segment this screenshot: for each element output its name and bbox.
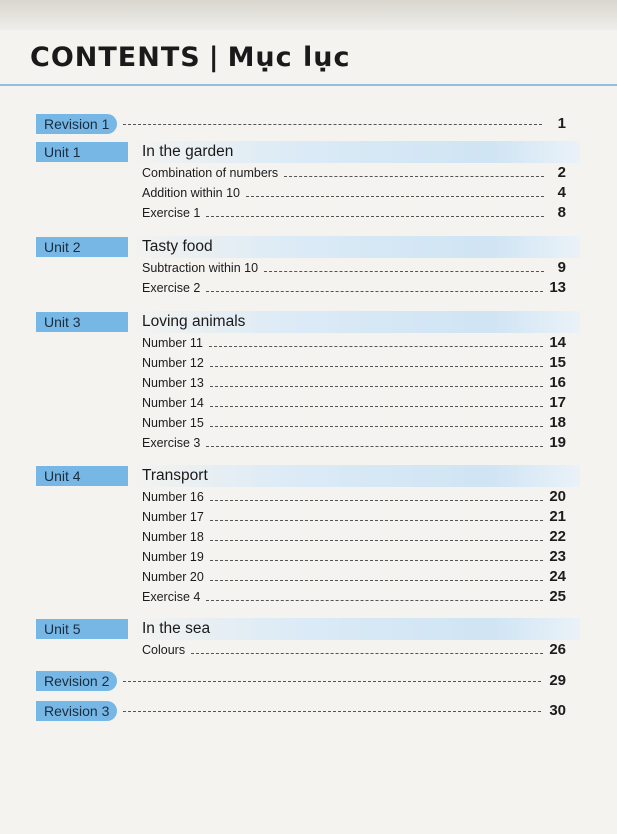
toc-entry[interactable]	[142, 587, 566, 605]
leader-dots	[191, 653, 543, 654]
page-number: 2	[557, 164, 566, 181]
page-number: 14	[549, 334, 566, 351]
toc-entry[interactable]	[142, 527, 566, 545]
entry-label: Number 14	[142, 396, 204, 410]
leader-dots	[206, 216, 544, 217]
toc-entry[interactable]	[142, 203, 566, 221]
toc-entry[interactable]	[142, 567, 566, 585]
page-number: 13	[549, 279, 566, 296]
page-number: 30	[549, 702, 566, 719]
toc-entry[interactable]	[142, 333, 566, 351]
page-number: 26	[549, 641, 566, 658]
toc-entry[interactable]	[142, 393, 566, 411]
leader-dots	[210, 366, 543, 367]
leader-dots	[210, 540, 543, 541]
leader-dots	[206, 446, 543, 447]
leader-dots	[210, 500, 543, 501]
leader-dots	[284, 176, 544, 177]
page-number: 24	[549, 568, 566, 585]
header-rule	[0, 84, 617, 86]
leader-dots	[123, 711, 541, 712]
entry-label: Combination of numbers	[142, 166, 279, 180]
unit-5-title[interactable]: In the sea	[128, 618, 580, 640]
entry-label: Number 15	[142, 416, 204, 430]
leader-dots	[264, 271, 544, 272]
toc-revision-3[interactable]	[36, 701, 566, 721]
entry-label: Number 13	[142, 376, 204, 390]
toc-entry[interactable]	[142, 640, 566, 658]
entry-label: Colours	[142, 643, 186, 657]
page-number: 9	[557, 259, 566, 276]
toc-entry[interactable]	[142, 163, 566, 181]
entry-label: Number 18	[142, 530, 204, 544]
revision-2-label: Revision 2	[36, 671, 117, 691]
page-number: 23	[549, 548, 566, 565]
page-number: 22	[549, 528, 566, 545]
toc-entry[interactable]	[142, 487, 566, 505]
title-vietnamese: Mục lục	[227, 42, 351, 73]
leader-dots	[210, 520, 543, 521]
page-number: 4	[557, 184, 566, 201]
page-number: 1	[557, 115, 566, 132]
page-top-edge	[0, 0, 617, 30]
entry-label: Number 11	[142, 336, 203, 350]
toc-entry[interactable]	[142, 507, 566, 525]
unit-1-tab[interactable]: Unit 1	[36, 142, 128, 162]
page-number: 25	[549, 588, 566, 605]
leader-dots	[210, 560, 543, 561]
title-english: CONTENTS	[30, 42, 201, 73]
page-number: 18	[549, 414, 566, 431]
entry-label: Exercise 2	[142, 281, 201, 295]
entry-label: Number 12	[142, 356, 204, 370]
toc-entry[interactable]	[142, 183, 566, 201]
unit-4-tab[interactable]: Unit 4	[36, 466, 128, 486]
toc-entry[interactable]	[142, 547, 566, 565]
leader-dots	[123, 681, 541, 682]
toc-entry[interactable]	[142, 433, 566, 451]
unit-5-tab[interactable]: Unit 5	[36, 619, 128, 639]
page-number: 19	[549, 434, 566, 451]
entry-label: Number 17	[142, 510, 204, 524]
page-number: 8	[557, 204, 566, 221]
page-number: 21	[549, 508, 566, 525]
page-number: 20	[549, 488, 566, 505]
page-number: 29	[549, 672, 566, 689]
leader-dots	[123, 124, 542, 125]
leader-dots	[210, 386, 543, 387]
entry-label: Number 20	[142, 570, 204, 584]
unit-2-title[interactable]: Tasty food	[128, 236, 580, 258]
entry-label: Addition within 10	[142, 186, 240, 200]
unit-3-title[interactable]: Loving animals	[128, 311, 580, 333]
unit-2-tab[interactable]: Unit 2	[36, 237, 128, 257]
unit-4-title[interactable]: Transport	[128, 465, 580, 487]
entry-label: Exercise 4	[142, 590, 201, 604]
entry-label: Number 19	[142, 550, 204, 564]
unit-3-tab[interactable]: Unit 3	[36, 312, 128, 332]
leader-dots	[206, 600, 543, 601]
leader-dots	[210, 580, 543, 581]
page-number: 16	[549, 374, 566, 391]
entry-label: Exercise 1	[142, 206, 201, 220]
toc-entry[interactable]	[142, 353, 566, 371]
entry-label: Number 16	[142, 490, 204, 504]
toc-revision-1[interactable]	[36, 114, 566, 134]
leader-dots	[209, 346, 543, 347]
title-separator: |	[208, 42, 220, 73]
toc-entry[interactable]	[142, 258, 566, 276]
leader-dots	[206, 291, 543, 292]
revision-3-label: Revision 3	[36, 701, 117, 721]
entry-label: Exercise 3	[142, 436, 201, 450]
toc-entry[interactable]	[142, 413, 566, 431]
page-title	[30, 42, 351, 73]
page-number: 15	[549, 354, 566, 371]
toc-entry[interactable]	[142, 278, 566, 296]
page-number: 17	[549, 394, 566, 411]
toc-entry[interactable]	[142, 373, 566, 391]
leader-dots	[210, 426, 543, 427]
revision-1-label: Revision 1	[36, 114, 117, 134]
toc-revision-2[interactable]	[36, 671, 566, 691]
leader-dots	[246, 196, 544, 197]
leader-dots	[210, 406, 543, 407]
entry-label: Subtraction within 10	[142, 261, 259, 275]
unit-1-title[interactable]: In the garden	[128, 141, 580, 163]
